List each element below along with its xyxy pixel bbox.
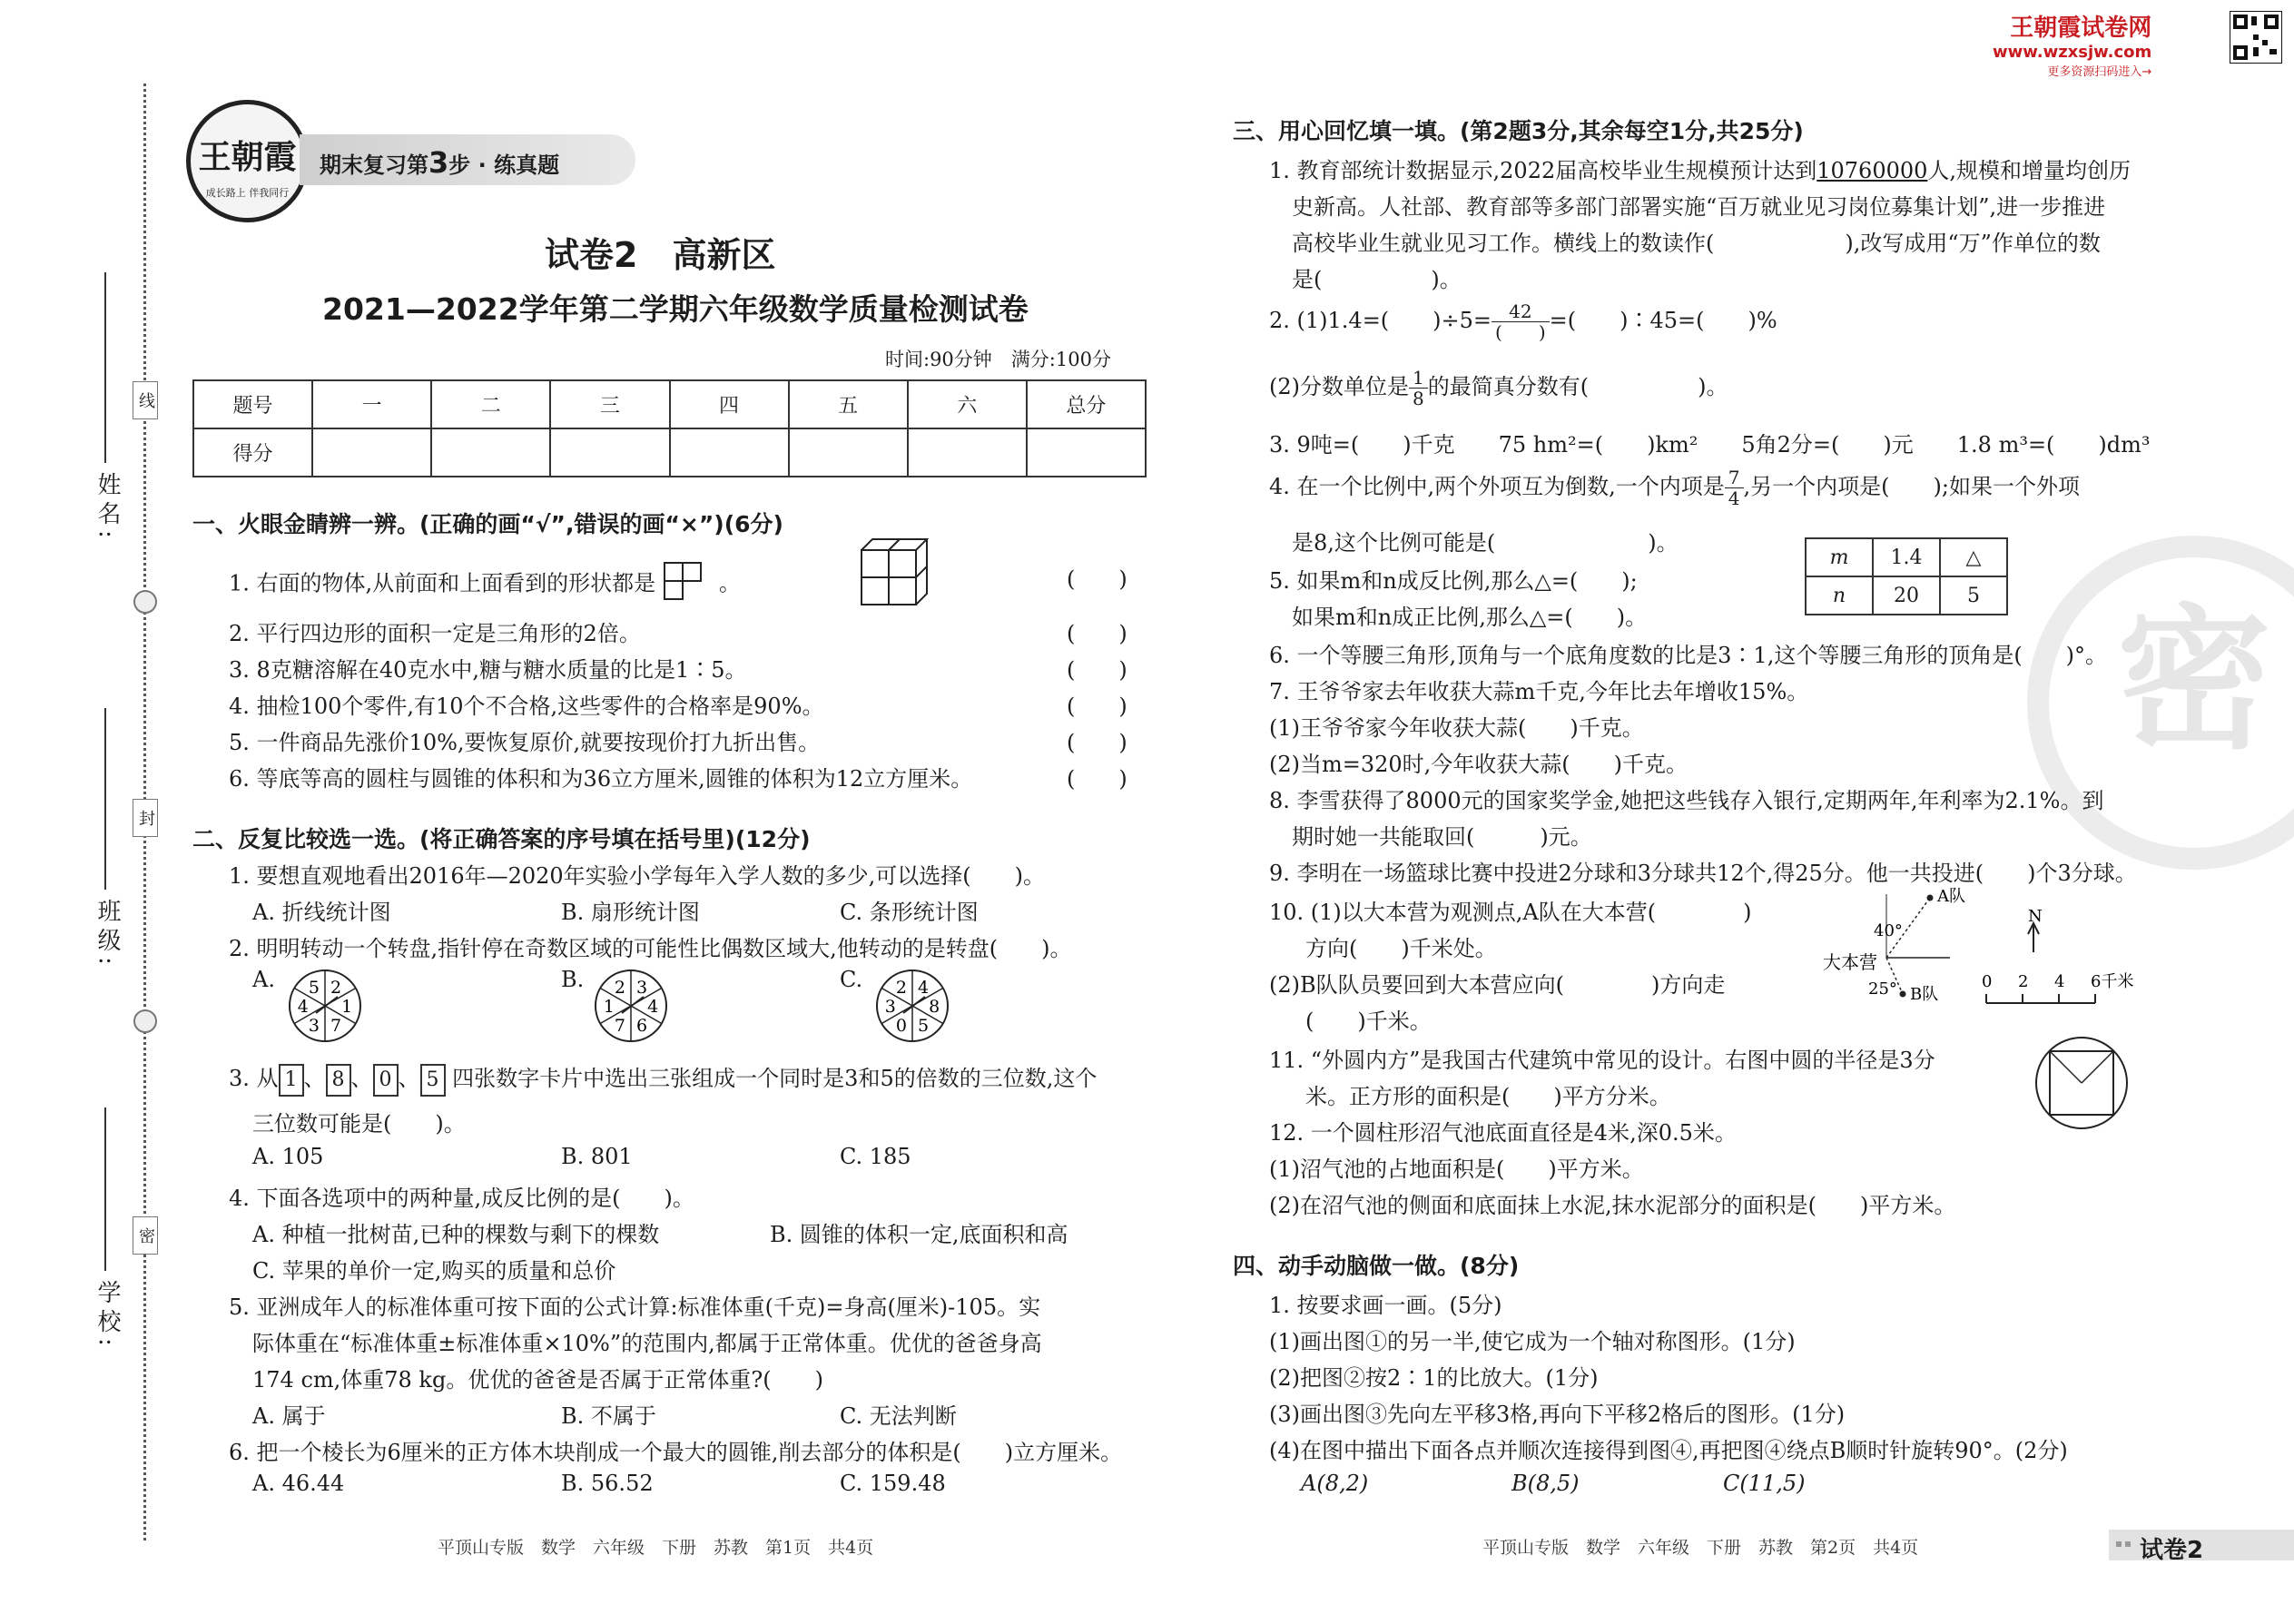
stamp-char: 密	[2116, 589, 2271, 771]
s3-q11-line2[interactable]: 米。正方形的面积是( )平方分米。	[1305, 1084, 1671, 1109]
s3-q4-line2[interactable]: 是8,这个比例可能是( )。	[1292, 530, 1679, 556]
score-header-cell: 二	[431, 380, 550, 428]
direction-map	[1823, 885, 2159, 1030]
site-watermark	[1993, 9, 2151, 79]
s2-q4: 4. 下面各选项中的两种量,成反比例的是( )。	[229, 1186, 694, 1211]
s2-q6: 6. 把一个棱长为6厘米的正方体木块削成一个最大的圆锥,削去部分的体积是( )立方厘米。	[229, 1440, 1123, 1465]
s2-q1-option-b[interactable]: B. 扇形统计图	[561, 900, 700, 925]
s3-q10-line3[interactable]: (2)B队队员要回到大本营应向( )方向走	[1269, 972, 1726, 998]
digit-card: 8	[326, 1064, 351, 1097]
s2-q5-option-a[interactable]: A. 属于	[252, 1403, 326, 1429]
s2-q1: 1. 要想直观地看出2016年—2020年实验小学每年入学人数的多少,可以选择( )。	[229, 863, 1046, 889]
s1-q2: 2. 平行四边形的面积一定是三角形的2倍。	[229, 621, 641, 646]
wheel-number: 7	[330, 1015, 342, 1036]
wheel-number: 2	[330, 978, 342, 999]
s3-q10-line1[interactable]: 10. (1)以大本营为观测点,A队在大本营( )	[1269, 900, 1752, 925]
scale-tick: 6千米	[2091, 972, 2134, 991]
s1-q1: 1. 右面的物体,从前面和上面看到的形状都是 。	[229, 561, 741, 608]
wheel-number: 8	[929, 997, 940, 1017]
point-c: C(11,5)	[1723, 1471, 1806, 1496]
name-label: 姓名:	[94, 472, 121, 544]
tab-dot	[2125, 1541, 2131, 1547]
brand-logo	[186, 100, 309, 222]
score-cell[interactable]	[789, 428, 908, 477]
wheel-number: 1	[341, 997, 353, 1017]
s3-q3[interactable]: 3. 9吨=( )千克 75 hm²=( )km² 5角2分=( )元 1.8 m³=( )dm³	[1269, 432, 2151, 458]
wheel-number: 3	[884, 997, 896, 1017]
digit-card: 0	[373, 1064, 399, 1097]
s2-q2-option-b[interactable]: B.	[561, 967, 585, 992]
s3-q10-line2[interactable]: 方向( )千米处。	[1305, 936, 1497, 961]
s4-line: 1. 按要求画一画。(5分)	[1269, 1293, 1502, 1318]
s3-q1-line2: 史新高。人社部、教育部等多部门部署实施“百万就业见习岗位募集计划”,进一步推进	[1292, 194, 2106, 220]
s3-q2-part2[interactable]: (2)分数单位是 $\frac{1}{8}$ 的最简真分数有( )。	[1269, 367, 1728, 409]
site-name: 王朝霞试卷网	[2010, 15, 2152, 42]
map-b-label: B队	[1910, 985, 1939, 1004]
wheel-number: 3	[636, 978, 648, 999]
s2-q6-option-a[interactable]: A. 46.44	[252, 1471, 345, 1496]
page-footer: 平顶山专版 数学 六年级 下册 苏教 第2页 共4页	[1482, 1538, 1919, 1558]
wheel-number: 4	[918, 978, 930, 999]
site-hint: 更多资源扫码进入→	[2047, 65, 2152, 79]
score-header-cell: 题号	[193, 380, 312, 428]
s2-q3-line2: 三位数可能是( )。	[252, 1111, 466, 1137]
wheel-number: 7	[614, 1015, 625, 1036]
mn-cell: 5	[1940, 576, 2007, 615]
logo-name: 王朝霞	[198, 138, 297, 176]
s2-q1-option-a[interactable]: A. 折线统计图	[252, 900, 391, 925]
tab-dot	[2116, 1541, 2122, 1547]
north-label: N	[2028, 907, 2043, 926]
s2-q2-option-c[interactable]: C.	[840, 967, 863, 992]
s2-q2: 2. 明明转动一个转盘,指针停在奇数区域的可能性比偶数区域大,他转动的是转盘( )。	[229, 936, 1072, 961]
s1-q1-answer[interactable]: ( )	[1067, 566, 1127, 592]
corner-label: 试卷2	[2140, 1537, 2204, 1564]
wheel-number: 2	[614, 978, 625, 999]
score-cell[interactable]	[1027, 428, 1146, 477]
mn-cell: △	[1940, 538, 2007, 576]
wheel-number: 5	[308, 978, 320, 999]
stamp-watermark	[2027, 536, 2294, 870]
s2-q2-option-a[interactable]: A.	[252, 967, 275, 992]
s3-q1-line1: 1. 教育部统计数据显示,2022届高校毕业生规模预计达到10760000人,规模和增量均创历	[1269, 158, 2132, 183]
view-shape-icon	[663, 561, 719, 608]
s3-q12-line1: 12. 一个圆柱形沼气池底面直径是4米,深0.5米。	[1269, 1120, 1737, 1146]
wheel-number: 4	[647, 997, 659, 1017]
s3-q6[interactable]: 6. 一个等腰三角形,顶角与一个底角度数的比是3∶1,这个等腰三角形的顶角是( )°。	[1269, 643, 2108, 668]
s2-q5-line1: 5. 亚洲成年人的标准体重可按下面的公式计算:标准体重(千克)=身高(厘米)-105。实	[229, 1294, 1041, 1320]
s2-q1-option-c[interactable]: C. 条形统计图	[840, 900, 979, 925]
binding-char-mi: 密	[133, 1216, 158, 1255]
s3-q7-line1: 7. 王爷爷家去年收获大蒜m千克,今年比去年增收15%。	[1269, 679, 1809, 704]
score-header-cell: 一	[312, 380, 431, 428]
s3-q12-line2[interactable]: (1)沼气池的占地面积是( )平方米。	[1269, 1156, 1644, 1182]
section-4-title: 四、动手动脑做一做。(8分)	[1233, 1253, 1520, 1279]
scale-tick: 4	[2054, 972, 2065, 991]
mn-cell: 20	[1873, 576, 1940, 615]
score-cell[interactable]	[312, 428, 431, 477]
digit-card: 1	[279, 1064, 304, 1097]
s3-q1-line4[interactable]: 是( )。	[1292, 267, 1462, 292]
right-page	[1147, 0, 2294, 1624]
class-field[interactable]	[104, 708, 106, 890]
spinner-wheel-a	[286, 967, 364, 1045]
site-url: www.wzxsjw.com	[1993, 43, 2152, 62]
s1-q3: 3. 8克糖溶解在40克水中,糖与糖水质量的比是1∶5。	[229, 657, 747, 683]
cube-stack-figure	[858, 536, 930, 612]
wheel-number: 2	[895, 978, 907, 999]
class-label: 班级:	[94, 899, 121, 970]
score-cell[interactable]	[431, 428, 550, 477]
score-header-cell: 五	[789, 380, 908, 428]
wheel-number: 6	[636, 1015, 648, 1036]
score-header-cell: 六	[908, 380, 1027, 428]
s2-q6-option-c[interactable]: C. 159.48	[840, 1471, 946, 1496]
time-score: 时间:90分钟 满分:100分	[885, 349, 1111, 370]
wheel-number: 1	[603, 997, 615, 1017]
logo-motto: 成长路上 伴我同行	[205, 187, 290, 199]
s2-q3-option-c[interactable]: C. 185	[840, 1144, 911, 1169]
s2-q6-option-b[interactable]: B. 56.52	[561, 1471, 654, 1496]
point-a: A(8,2)	[1301, 1471, 1369, 1496]
scale-tick: 2	[2018, 972, 2029, 991]
score-cell[interactable]	[550, 428, 669, 477]
mn-table	[1805, 537, 2008, 615]
school-field[interactable]	[104, 1107, 106, 1271]
digit-card: 5	[420, 1064, 446, 1097]
s3-q4-line1[interactable]: 4. 在一个比例中,两个外项互为倒数,一个内项是 $\frac{7}{4}$ ,另一个内项是( );如果一个外项	[1269, 467, 2080, 509]
fraction: $\frac{1}{8}$	[1409, 368, 1428, 408]
mn-cell: n	[1806, 576, 1873, 615]
step-banner	[300, 134, 635, 185]
s1-q5: 5. 一件商品先涨价10%,要恢复原价,就要按现价打九折出售。	[229, 730, 821, 755]
s1-q3-answer[interactable]: ( )	[1067, 657, 1127, 683]
wheel-number: 4	[297, 997, 309, 1017]
s1-q6: 6. 等底等高的圆柱与圆锥的体积和为36立方厘米,圆锥的体积为12立方厘米。	[229, 766, 973, 792]
map-base-label: 大本营	[1823, 951, 1877, 973]
s3-q8-line1: 8. 李雪获得了8000元的国家奖学金,她把这些钱存入银行,定期两年,年利率为2.1%。到	[1269, 788, 2104, 813]
corner-tab	[2109, 1530, 2294, 1564]
qr-code-icon	[2230, 11, 2282, 67]
s3-q12-line3[interactable]: (2)在沼气池的侧面和底面抹上水泥,抹水泥部分的面积是( )平方米。	[1269, 1193, 1956, 1218]
binding-char-feng: 封	[133, 799, 158, 837]
fraction: $\frac{7}{4}$	[1725, 468, 1744, 508]
s3-q10-line4[interactable]: ( )千米。	[1305, 1009, 1432, 1034]
s1-q6-answer[interactable]: ( )	[1067, 766, 1127, 792]
s1-q5-answer[interactable]: ( )	[1067, 730, 1127, 755]
step-banner-text: 期末复习第3步 · 练真题	[320, 145, 560, 180]
score-cell[interactable]	[908, 428, 1027, 477]
s3-q9[interactable]: 9. 李明在一场篮球比赛中投进2分球和3分球共12个,得25分。他一共投进( )个3分球。	[1269, 861, 2137, 886]
s2-q4-option-c[interactable]: C. 苹果的单价一定,购买的质量和总价	[252, 1258, 616, 1284]
s4-line: (4)在图中描出下面各点并顺次连接得到图④,再把图④绕点B顺时针旋转90°。(2分)	[1269, 1438, 2068, 1463]
school-label: 学校:	[94, 1280, 121, 1352]
map-angle-a: 40°	[1874, 921, 1903, 940]
s2-q5-option-b[interactable]: B. 不属于	[561, 1403, 656, 1429]
s2-q3-option-b[interactable]: B. 801	[561, 1144, 633, 1169]
s2-q3-option-a[interactable]: A. 105	[252, 1144, 324, 1169]
s3-q11-line1: 11. “外圆内方”是我国古代建筑中常见的设计。右图中圆的半径是3分	[1269, 1048, 1935, 1073]
s2-q4-option-a[interactable]: A. 种植一批树苗,已种的棵数与剩下的棵数	[252, 1222, 660, 1247]
page-footer: 平顶山专版 数学 六年级 下册 苏教 第1页 共4页	[438, 1538, 874, 1558]
name-field[interactable]	[104, 272, 106, 463]
s2-q5-option-c[interactable]: C. 无法判断	[840, 1403, 957, 1429]
s3-q7-line2[interactable]: (1)王爷爷家今年收获大蒜( )千克。	[1269, 715, 1644, 741]
mn-cell: 1.4	[1873, 538, 1940, 576]
spinner-wheel-b	[592, 967, 670, 1045]
s3-q5-line2[interactable]: 如果m和n成正比例,那么△=( )。	[1292, 605, 1648, 630]
spinner-wheel-c	[873, 967, 951, 1045]
s2-q5-line3: 174 cm,体重78 kg。优优的爸爸是否属于正常体重?( )	[252, 1367, 823, 1393]
binding-ring	[133, 590, 157, 614]
score-table	[192, 379, 1147, 477]
s1-q2-answer[interactable]: ( )	[1067, 621, 1127, 646]
map-a-label: A队	[1937, 887, 1965, 906]
s2-q4-option-b[interactable]: B. 圆锥的体积一定,底面积和高	[770, 1222, 1068, 1247]
score-header-cell: 四	[670, 380, 789, 428]
score-header-cell: 三	[550, 380, 669, 428]
wheel-number: 5	[918, 1015, 930, 1036]
s1-q4-answer[interactable]: ( )	[1067, 694, 1127, 719]
map-angle-b: 25°	[1868, 979, 1897, 999]
s2-q3: 3. 从 1 、 8 、 0 、 5 四张数字卡片中选出三张组成一个同时是3和5的倍数的三位数,这个	[229, 1060, 1097, 1097]
paper-subtitle: 2021—2022学年第二学期六年级数学质量检测试卷	[322, 291, 1029, 327]
scale-tick: 0	[1982, 972, 1993, 991]
point-b: B(8,5)	[1511, 1471, 1580, 1496]
mn-cell: m	[1806, 538, 1873, 576]
s2-q5-line2: 际体重在“标准体重±标准体重×10%”的范围内,都属于正常体重。优优的爸爸身高	[252, 1331, 1042, 1356]
s3-q8-line2[interactable]: 期时她一共能取回( )元。	[1292, 824, 1592, 850]
section-3-title: 三、用心回忆填一填。(第2题3分,其余每空1分,共25分)	[1233, 118, 1804, 144]
s3-q5-line1[interactable]: 5. 如果m和n成反比例,那么△=( );	[1269, 568, 1638, 594]
s4-line: (1)画出图①的另一半,使它成为一个轴对称图形。(1分)	[1269, 1329, 1796, 1354]
wheel-number: 0	[895, 1015, 907, 1036]
binding-ring	[133, 1009, 157, 1033]
circle-square-figure	[2032, 1033, 2132, 1133]
s3-q7-line3[interactable]: (2)当m=320时,今年收获大蒜( )千克。	[1269, 752, 1689, 777]
score-row-label: 得分	[193, 428, 312, 477]
s3-q1-line3[interactable]: 高校毕业生就业见习工作。横线上的数读作( ),改写成用“万”作单位的数	[1292, 231, 2101, 256]
s4-line: (2)把图②按2∶1的比放大。(1分)	[1269, 1365, 1599, 1391]
s3-q2-part1[interactable]: 2. (1)1.4=( )÷5= $\frac{42}{( )}$ =( )∶45=( )%	[1269, 300, 1777, 343]
paper-title: 试卷2 高新区	[545, 235, 776, 275]
s1-q4: 4. 抽检100个零件,有10个不合格,这些零件的合格率是90%。	[229, 694, 824, 719]
score-header-cell: 总分	[1027, 380, 1146, 428]
section-2-title: 二、反复比较选一选。(将正确答案的序号填在括号里)(12分)	[192, 826, 811, 852]
section-1-title: 一、火眼金睛辨一辨。(正确的画“√”,错误的画“×”)(6分)	[192, 511, 783, 537]
wheel-number: 3	[308, 1015, 320, 1036]
score-cell[interactable]	[670, 428, 789, 477]
s4-line: (3)画出图③先向左平移3格,再向下平移2格后的图形。(1分)	[1269, 1402, 1846, 1427]
fraction: $\frac{42}{( )}$	[1492, 301, 1550, 342]
binding-char-xian: 线	[133, 381, 158, 419]
